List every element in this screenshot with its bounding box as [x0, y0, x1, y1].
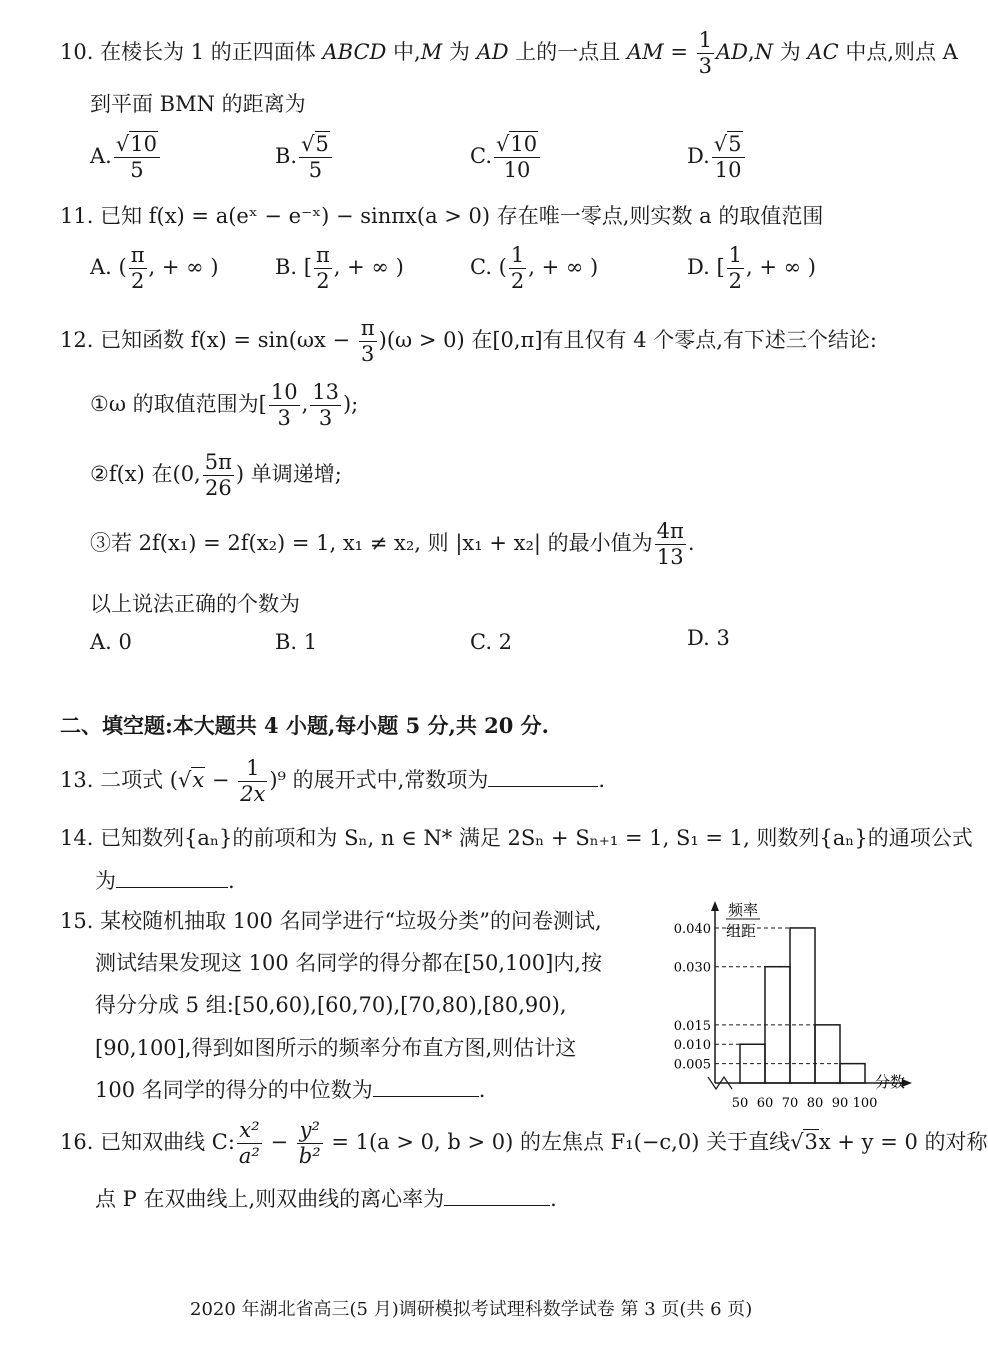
y-tick-label: 0.030	[673, 960, 711, 976]
q13-line: 13. 二项式 (√x − $\frac{1}{2x}$ )⁹ 的展开式中,常数项为 .	[60, 756, 606, 806]
q12-s2-prefix: ②f(x) 在(0,	[90, 462, 201, 486]
q11-option-b-tail: , + ∞ )	[333, 255, 404, 279]
q12-s1-frac2	[310, 382, 341, 429]
q16-f1-num: x²	[237, 1120, 262, 1144]
q16-radicand: 3	[804, 1130, 818, 1154]
q10-line1	[60, 30, 958, 77]
q10-tail: 中点,则点 A	[838, 40, 958, 64]
q16-answer-blank[interactable]	[444, 1185, 550, 1206]
q13-minus: −	[205, 768, 237, 792]
q10-mid1: 中,	[386, 40, 421, 64]
q10-option-d-rad: 5	[728, 132, 742, 156]
q12-option-b: B. 1	[275, 630, 318, 654]
q10-eq: =	[663, 40, 695, 64]
q10-point-m: M	[420, 40, 443, 64]
q16-line1: 16. 已知双曲线 C: $\frac{\text{x²}}{\text{a²}}$ − $\frac{\text{y²}}{\text{b²}}$ = 1(a > 0, b > 0) 的左焦点 F₁(−c,0) 关于直线√3x + y = 0 的对称	[60, 1118, 988, 1168]
q13-suffix: )⁹ 的展开式中,常数项为	[269, 768, 489, 792]
q15-end: .	[478, 1078, 486, 1102]
q16-frac-y	[297, 1120, 323, 1167]
q12-s1-d2: 3	[318, 406, 333, 430]
x-label: 分数	[875, 1073, 906, 1091]
q10-option-d	[687, 134, 747, 181]
q16-frac-x	[237, 1120, 262, 1167]
q11-option-c-frac	[509, 245, 526, 292]
q10-tetrahedron: ABCD	[322, 40, 387, 64]
q10-mid4: 为	[773, 40, 808, 64]
q11-text: 11. 已知 f(x) = a(eˣ − e⁻ˣ) − sinπx(a > 0) 存在唯一零点,则实数 a 的取值范围	[60, 204, 824, 228]
q12-s1-suffix: );	[342, 392, 359, 416]
q12-s2-den: 26	[204, 476, 232, 500]
q10-fraction	[697, 30, 714, 77]
q13-answer-blank[interactable]	[488, 766, 598, 787]
q14-answer-blank[interactable]	[116, 867, 228, 888]
q13-end: .	[598, 768, 606, 792]
q10-option-c-label: C.	[470, 144, 492, 168]
q14-line2	[95, 865, 235, 895]
q11-option-c-tail: , + ∞ )	[528, 255, 599, 279]
y-tick-label: 0.040	[673, 921, 711, 937]
q10-option-d-num: √5	[712, 134, 745, 158]
y-label-top: 频率	[728, 901, 759, 919]
q10-mid3: 上的一点且	[508, 40, 627, 64]
q11-option-a	[90, 245, 219, 292]
q10-option-d-label: D.	[687, 144, 710, 168]
y-tick-label: 0.005	[673, 1057, 711, 1073]
q10-mid2: 为	[442, 40, 477, 64]
q14-line2-prefix: 为	[95, 869, 116, 893]
q11-option-c-den: 2	[510, 269, 525, 293]
q12-statement-2	[90, 452, 342, 499]
q10-option-a-den: 5	[130, 158, 144, 182]
histogram-bar	[815, 1025, 840, 1083]
q11-option-b-den: 2	[316, 269, 330, 293]
q11-option-b-label: B. [	[275, 255, 312, 279]
q16-end: .	[550, 1187, 557, 1211]
q10-option-d-den: 10	[714, 158, 742, 182]
q11-option-c-label: C. (	[470, 255, 507, 279]
axis-break	[708, 1077, 732, 1089]
q12-suffix: )(ω > 0) 在[0,π]有且仅有 4 个零点,有下述三个结论:	[378, 328, 878, 352]
q11-option-d	[687, 245, 816, 292]
q11-option-c	[470, 245, 598, 292]
q10-segment-ad: AD	[476, 40, 509, 64]
x-tick-label: 50	[731, 1096, 749, 1111]
q15-line5-prefix: 100 名同学的得分的中位数为	[95, 1078, 373, 1102]
q10-option-b	[275, 134, 334, 181]
q10-option-b-num: √5	[299, 134, 332, 158]
q11-option-d-num: 1	[728, 243, 743, 267]
x-tick-label: 70	[781, 1096, 799, 1111]
q11-option-d-frac	[727, 245, 744, 292]
q15-line4: [90,100],得到如图所示的频率分布直方图,则估计这	[95, 1036, 577, 1060]
q10-option-c-den: 10	[503, 158, 531, 182]
q11-option-b-num: π	[315, 243, 330, 267]
q10-comma: ,	[748, 40, 755, 64]
q16-f2-num: y²	[297, 1120, 323, 1144]
q12-option-c: C. 2	[470, 630, 513, 654]
q12-s2-frac	[203, 452, 234, 499]
q10-option-b-den: 5	[308, 158, 323, 182]
q12-line1	[60, 318, 877, 365]
q16-f1-den: a²	[238, 1144, 260, 1168]
q10-option-a-frac	[114, 134, 160, 181]
q14-end: .	[228, 869, 235, 893]
q11-option-a-tail: , + ∞ )	[148, 255, 219, 279]
q12-s3-den: 13	[656, 545, 684, 569]
q12-frac-num: π	[360, 316, 375, 340]
q10-prefix: 10. 在棱长为 1 的正四面体	[60, 40, 323, 64]
histogram-bar	[790, 928, 815, 1083]
y-tick-label: 0.015	[673, 1018, 711, 1034]
q10-segment-ad-2: AD	[715, 40, 748, 64]
q15-line1: 15. 某校随机抽取 100 名同学进行“垃圾分类”的问卷测试,	[60, 909, 602, 933]
q10-option-a-rad: 10	[130, 132, 157, 156]
q10-option-d-frac	[712, 134, 745, 181]
q10-segment-ac: AC	[807, 40, 839, 64]
q12-option-a: A. 0	[90, 630, 132, 654]
q15-line2: 测试结果发现这 100 名同学的得分都在[50,100]内,按	[95, 951, 602, 975]
q12-prefix: 12. 已知函数 f(x) = sin(ωx −	[60, 328, 357, 352]
q11-option-b-frac	[314, 245, 332, 292]
q13-radicand: x	[192, 768, 205, 792]
x-tick-label: 100	[852, 1096, 878, 1111]
q11-option-d-tail: , + ∞ )	[746, 255, 816, 279]
q10-option-a	[90, 134, 162, 181]
q11-option-a-label: A. (	[90, 255, 127, 279]
q11-option-c-num: 1	[510, 243, 525, 267]
q16-minus: −	[263, 1130, 295, 1154]
q12-statement-1: ①ω 的取值范围为[ $\frac{10}{3}$ , $\frac{13}{3}$ );	[90, 380, 359, 430]
q12-s3-prefix: ③若 2f(x₁) = 2f(x₂) = 1, x₁ ≠ x₂, 则 |x₁ + x₂| 的最小值为	[90, 531, 653, 555]
q10-option-c-num: √10	[494, 134, 540, 158]
q10-option-c-frac	[494, 134, 540, 181]
q12-question: 以上说法正确的个数为	[90, 592, 300, 616]
x-tick-label: 60	[756, 1096, 774, 1111]
q12-s1-n1: 10	[270, 380, 298, 404]
q13-prefix: 13. 二项式 (	[60, 768, 178, 792]
q11-option-a-num: π	[130, 243, 145, 267]
q16-f2-den: b²	[298, 1144, 321, 1168]
x-tick-label: 90	[831, 1096, 849, 1111]
q12-s2-num: 5π	[204, 450, 232, 474]
q12-statement-3	[90, 521, 695, 568]
q16-line2-prefix: 点 P 在双曲线上,则双曲线的离心率为	[95, 1187, 445, 1211]
q12-s1-frac1	[269, 382, 300, 429]
q10-option-b-rad: 5	[315, 132, 329, 156]
q12-fraction	[359, 318, 377, 365]
y-axis-arrow	[711, 901, 719, 911]
q14-line1: 14. 已知数列{aₙ}的前项和为 Sₙ, n ∈ N* 满足 2Sₙ + Sₙ₊₁ = 1, S₁ = 1, 则数列{aₙ}的通项公式	[60, 826, 973, 850]
q15-line3: 得分分成 5 组:[50,60),[60,70),[70,80),[80,90),	[95, 993, 567, 1017]
q12-option-d: D. 3	[687, 626, 730, 650]
q12-s1-prefix: ①ω 的取值范围为[	[90, 392, 267, 416]
frequency-histogram	[640, 895, 925, 1120]
q10-option-a-num: √10	[114, 134, 160, 158]
q12-s2-suffix: ) 单调递增;	[235, 462, 342, 486]
q10-segment-am: AM	[626, 40, 664, 64]
q12-s3-num: 4π	[656, 519, 684, 543]
q16-tail: x + y = 0 的对称	[818, 1130, 988, 1154]
q12-s3-frac	[655, 521, 686, 568]
q10-option-a-label: A.	[90, 144, 112, 168]
q12-frac-den: 3	[361, 342, 375, 366]
q15-line5	[95, 1074, 485, 1104]
q10-option-c-rad: 10	[510, 132, 538, 156]
y-tick-label: 0.010	[673, 1038, 711, 1054]
q13-frac-den: 2x	[240, 782, 266, 806]
q13-frac-num: 1	[238, 758, 267, 782]
q16-mid: = 1(a > 0, b > 0) 的左焦点 F₁(−c,0) 关于直线	[324, 1130, 791, 1154]
y-label-bottom: 组距	[726, 922, 757, 940]
page-footer: 2020 年湖北省高三(5 月)调研模拟考试理科数学试卷 第 3 页(共 6 页)	[190, 1299, 753, 1320]
q13-fraction	[238, 758, 267, 805]
q12-s3-suffix: .	[687, 531, 695, 555]
q10-point-n: N	[754, 40, 774, 64]
q12-s1-n2: 13	[312, 380, 339, 404]
histogram-bar	[840, 1064, 865, 1083]
q16-prefix: 16. 已知双曲线 C:	[60, 1130, 235, 1154]
q10-line2: 到平面 BMN 的距离为	[90, 92, 306, 116]
q11-option-a-frac	[129, 245, 147, 292]
q15-answer-blank[interactable]	[373, 1076, 479, 1097]
q16-line2	[95, 1183, 557, 1213]
q11-option-b	[275, 245, 404, 292]
q10-option-b-frac	[299, 134, 332, 181]
q10-option-c	[470, 134, 542, 181]
q10-frac-num: 1	[698, 28, 712, 52]
q10-frac-den: 3	[698, 54, 712, 78]
section-2-heading: 二、填空题:本大题共 4 小题,每小题 5 分,共 20 分.	[60, 713, 549, 738]
q11-option-a-den: 2	[130, 269, 145, 293]
x-tick-label: 80	[806, 1096, 824, 1111]
q11-option-d-den: 2	[728, 269, 743, 293]
q12-s1-d1: 3	[277, 406, 291, 430]
q11-option-d-label: D. [	[687, 255, 725, 279]
q10-option-b-label: B.	[275, 144, 298, 168]
